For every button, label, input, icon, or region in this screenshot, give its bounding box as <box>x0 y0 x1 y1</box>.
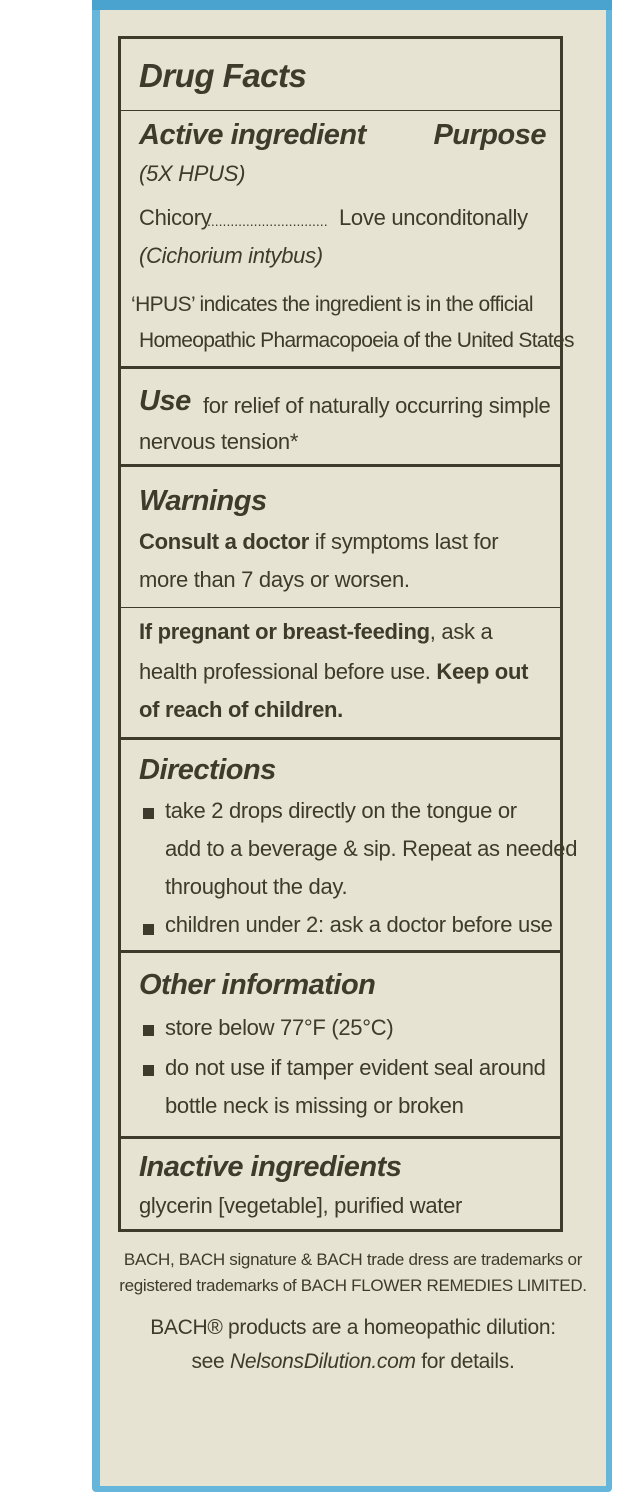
direction-item1-line1: take 2 drops directly on the tongue or <box>165 798 517 823</box>
purpose-heading: Purpose <box>433 119 546 151</box>
use-section <box>121 369 560 464</box>
other-information-section <box>121 953 560 1136</box>
inactive-ingredients-text: glycerin [vegetable], purified water <box>139 1193 463 1218</box>
title-divider <box>121 110 560 111</box>
bullet-square-icon <box>143 808 154 819</box>
inactive-ingredients-section <box>121 1139 560 1232</box>
ingredient-name: Chicory <box>139 205 212 230</box>
potency-label: (5X HPUS) <box>139 161 246 186</box>
use-text-line2: nervous tension* <box>139 429 299 454</box>
drug-facts-panel <box>118 36 578 1232</box>
pregnant-line2 <box>139 659 528 685</box>
directions-section <box>121 740 578 950</box>
active-ingredient-section <box>121 39 574 366</box>
trademark-line1: BACH, BACH signature & BACH trade dress are trademarks or <box>123 1250 583 1269</box>
dilution-see: see <box>191 1350 230 1373</box>
keep-out-bold: Keep out <box>436 659 529 684</box>
warnings-heading: Warnings <box>139 485 267 517</box>
pregnant-bold: If pregnant or breast-feeding <box>139 619 430 644</box>
direction-item2: children under 2: ask a doctor before use <box>165 912 553 937</box>
ingredient-latin-name: (Cichorium intybus) <box>139 243 323 268</box>
keep-out-line2: of reach of children. <box>139 697 343 722</box>
other-info-item2-line2: bottle neck is missing or broken <box>165 1093 464 1118</box>
warnings-section <box>121 467 560 737</box>
bullet-square-icon <box>143 1025 154 1036</box>
other-info-item2-line1: do not use if tamper evident seal around <box>165 1055 546 1080</box>
other-info-item1: store below 77°F (25°C) <box>165 1015 394 1040</box>
pregnant-rest: , ask a <box>429 619 493 644</box>
drug-facts-title: Drug Facts <box>139 57 307 94</box>
bullet-square-icon <box>143 1065 154 1076</box>
trademark-line2: registered trademarks of BACH FLOWER REMEDIES LIMITED. <box>119 1276 587 1295</box>
direction-item1-line2: add to a beverage & sip. Repeat as needed <box>165 836 578 861</box>
use-heading: Use <box>139 385 191 417</box>
dilution-website-link: NelsonsDilution.com <box>229 1350 416 1373</box>
consult-line2: more than 7 days or worsen. <box>139 567 410 592</box>
dilution-line1: BACH® products are a homeopathic dilution: <box>150 1316 556 1339</box>
consult-rest: if symptoms last for <box>308 529 499 554</box>
use-text-line1: for relief of naturally occurring simple <box>203 393 551 418</box>
consult-doctor-bold: Consult a doctor <box>139 529 309 554</box>
hpus-note-line2: Homeopathic Pharmacopoeia of the United States <box>139 329 574 352</box>
other-information-heading: Other information <box>139 969 376 1001</box>
directions-heading: Directions <box>139 754 276 786</box>
consult-line1 <box>139 529 498 555</box>
dilution-line2 <box>100 1350 606 1374</box>
direction-item1-line3: throughout the day. <box>165 874 348 899</box>
box-top-edge <box>92 0 612 10</box>
health-professional-text: health professional before use. <box>139 659 437 684</box>
ingredient-purpose: Love unconditonally <box>339 205 528 230</box>
hpus-note-line1: ‘HPUS’ indicates the ingredient is in the official <box>131 293 533 316</box>
ingredient-leader-dots: ............................... <box>207 213 328 229</box>
bullet-square-icon <box>143 924 154 935</box>
active-ingredient-heading: Active ingredient <box>139 119 366 151</box>
warnings-subdivider <box>121 607 560 608</box>
inactive-ingredients-heading: Inactive ingredients <box>139 1151 402 1183</box>
dilution-details: for details. <box>415 1350 515 1373</box>
pregnant-line1 <box>139 619 493 645</box>
